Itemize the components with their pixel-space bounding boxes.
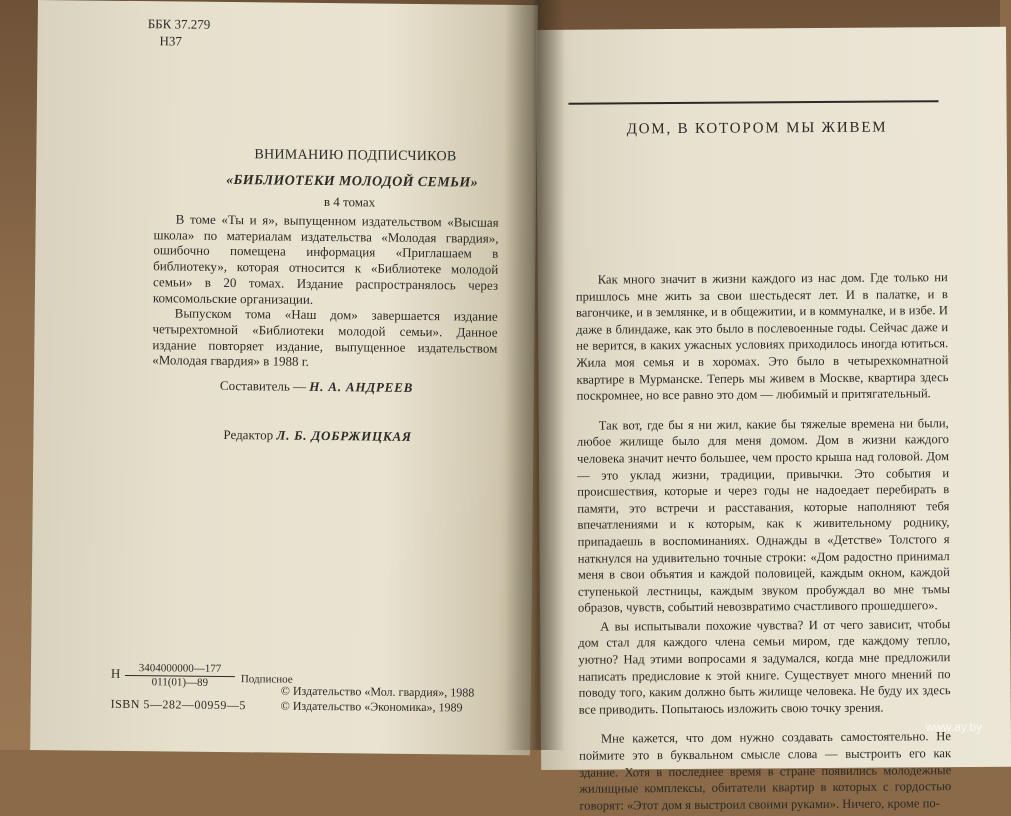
volumes-note: в 4 томах — [323, 194, 376, 210]
notice-body — [152, 211, 499, 372]
notice-paragraph: Выпуском тома «Наш дом» завершается издание четырехтомной «Библиотеки молодой семьи». Данное издание повторяет издание, выпущенное издательством «Молодая гвардия» в 1988 г. — [152, 305, 498, 370]
bbk-code: ББК 37.279 — [147, 16, 211, 32]
essay-text — [576, 269, 952, 816]
chapter-rule — [569, 100, 939, 105]
catalog-numerator: 3404000000—177 — [125, 662, 235, 677]
essay-paragraph: Мне кажется, что дом нужно создавать самостоятельно. Не поймите это в буквальном смысле слова — выстроить его как здание. Хотя в последнее время в стране появились молодежные жилищные комплексы, обитатели квартир в которых с гордостью говорят: «Этот дом я выстроил своими руками». Ничего, кроме по- — [579, 729, 952, 813]
editor-name: Л. Б. ДОБРЖИЦКАЯ — [276, 427, 412, 444]
book-gutter — [505, 0, 565, 750]
copyright-line: © Издательство «Экономика», 1989 — [280, 698, 463, 715]
isbn: ISBN 5—282—00959—5 — [110, 696, 247, 713]
chapter-title: ДОМ, В КОТОРОМ МЫ ЖИВЕМ — [626, 119, 888, 138]
notice-title: ВНИМАНИЮ ПОДПИСЧИКОВ — [254, 147, 457, 165]
left-page — [30, 0, 538, 755]
library-title: «БИБЛИОТЕКИ МОЛОДОЙ СЕМЬИ» — [226, 172, 479, 191]
subscription-tag: Подписное — [240, 673, 293, 686]
right-page — [536, 27, 1011, 813]
essay-paragraph: Как много значит в жизни каждого из нас дом. Где только ни пришлось мне жить за свои шестьдесят лет. И в палатке, и в вагончике, и в землянке, и в общежитии, и в коммуналке, и в избе. И даже в блиндаже, как это было в послевоенные годы. Сейчас даже и не верится, в каких ужасных условиях приходилось иногда ютиться. Жила моя семья и в хоромах. Это было в четырехкомнатной квартире в Мурманске. Теперь мы живем в Москве, квартира здесь поскромнее, но все равно это дом — любимый и притягательный. — [575, 270, 949, 403]
compiler-credit — [220, 378, 413, 396]
catalog-denominator: 011(01)—89 — [151, 676, 209, 689]
compiler-name: Н. А. АНДРЕЕВ — [309, 378, 414, 395]
editor-credit — [223, 427, 411, 445]
essay-paragraph: Так вот, где бы я ни жил, какие бы тяжелые времена ни были, любое жилище было для меня домом. Дом в жизни каждого человека значит нечто большее, чем просто крыша над головой. Дом — это уклад жизни, традиции, привычки. Это события и происшествия, которые и через годы не надоедает перебирать в памяти, это встречи и расставания, которые наполняют тебя впечатлениями и к которым, как к живительному роднику, припадаешь в воспоминаниях. Однажды в «Детстве» Толстого я наткнулся на удивительно точные строки: «Дом радостно принимал меня в свои объятия и каждой половицей, каждым окном, каждой ступенькой лестницы, каждым звуком пробуждал во мне тьмы образов, чувств, событий невозвратимо счастливого прошедшего». — [576, 415, 950, 616]
copyright-line: © Издательство «Мол. гвардия», 1988 — [280, 683, 475, 700]
essay-paragraph: А вы испытывали похожие чувства? И от чего зависит, чтобы дом стал для каждого члена семьи миром, где каждому тепло, уютно? Над этими вопросами я задумался, когда мне предложили написать предисловие к этой книге. Существует много мнений по поводу того, каким должно быть жилище человека. Не буду их здесь все приводить. Попытаюсь изложить свою точку зрения. — [578, 616, 951, 717]
catalog-letter: Н — [110, 665, 121, 681]
author-code: Н37 — [159, 33, 183, 49]
copyright — [281, 684, 475, 716]
editor-label: Редактор — [223, 426, 277, 443]
watermark: www.ay.by — [925, 720, 982, 734]
notice-paragraph: В томе «Ты и я», выпущенном издательством «Высшая школа» по материалам издательства «Молодая гвардия», ошибочно помещена информация «Приглашаем в библиотеку», которая относится к «Библиотеке молодой семьи» в 20 томах. Издание распространялось через комсомольские организации. — [152, 211, 499, 307]
catalog-fraction — [125, 662, 235, 690]
compiler-label: Составитель — — [219, 377, 310, 394]
